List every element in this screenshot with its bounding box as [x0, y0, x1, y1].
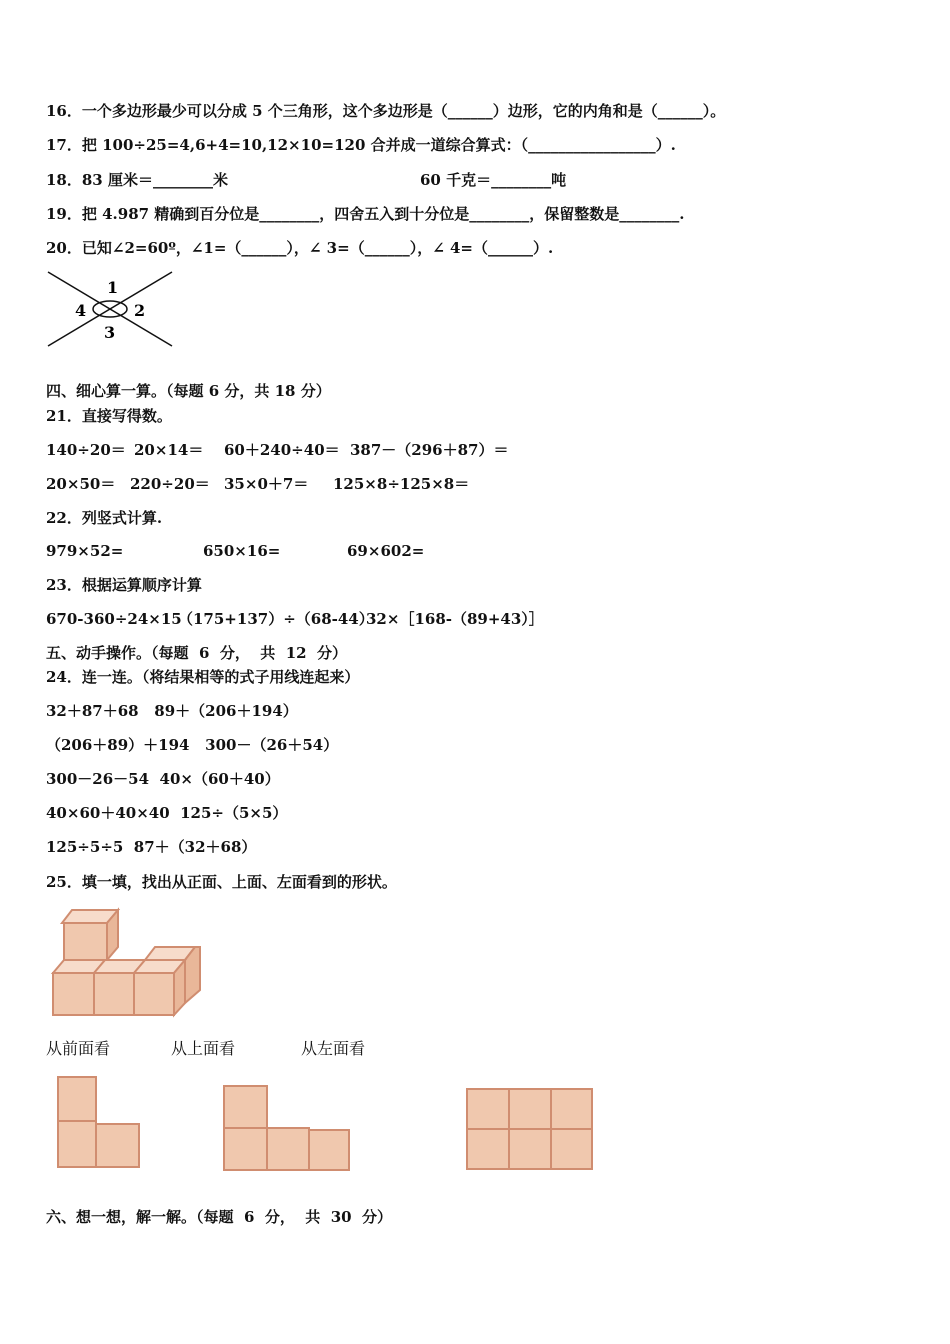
q21-item-4: 387－（296＋87）＝ — [350, 441, 509, 459]
view3-square-1 — [467, 1089, 509, 1129]
cube-front-2 — [94, 973, 134, 1015]
q24-row-5: 125÷5÷5 87＋（32＋68） — [46, 838, 257, 856]
view2-square-bottom-3 — [309, 1130, 349, 1170]
view3-square-2 — [509, 1089, 551, 1129]
q22-item-2: 650×16= — [203, 542, 281, 560]
q21-item-3: 60＋240÷40＝ — [224, 441, 340, 459]
view-shape-2 — [222, 1084, 352, 1172]
question-17: 17．把 100÷25=4,6+4=10,12×10=120 合并成一道综合算式：（_________________）. — [46, 136, 676, 154]
view1-square-top — [58, 1077, 96, 1121]
question-24: 24．连一连。（将结果相等的式子用线连起来） — [46, 668, 360, 686]
q24-row-3: 300－26－54 40×（60＋40） — [46, 770, 280, 788]
q23-item-3: 32×［168-（89+43）］ — [366, 610, 544, 628]
view-label-left: 从左面看 — [301, 1039, 366, 1058]
question-22: 22．列竖式计算. — [46, 509, 163, 527]
view-label-front: 从前面看 — [46, 1039, 111, 1058]
view1-square-bottom-right — [96, 1124, 139, 1167]
angle-label-1: 1 — [107, 278, 119, 297]
q21-item-7: 35×0＋7＝ — [224, 475, 309, 493]
section-6-title: 六、想一想，解一解。（每题 6 分， 共 30 分） — [46, 1208, 393, 1226]
cube-stack-figure — [50, 905, 210, 1020]
question-16: 16．一个多边形最少可以分成 5 个三角形，这个多边形是（______）边形，它的内角和是（______）。 — [46, 102, 726, 120]
question-23: 23．根据运算顺序计算 — [46, 576, 202, 594]
view3-square-4 — [467, 1129, 509, 1169]
section-4-title: 四、细心算一算。（每题 6 分，共 18 分） — [46, 382, 331, 400]
cube-front-upper — [64, 923, 107, 963]
q23-item-1: 670-360÷24×15 — [46, 610, 182, 628]
view-shape-1 — [56, 1075, 142, 1170]
view2-square-top — [224, 1086, 267, 1128]
q23-item-2: （175+137）÷（68-44） — [178, 610, 374, 628]
q21-item-2: 20×14＝ — [134, 441, 204, 459]
q24-row-2: （206＋89）＋194 300－（26＋54） — [46, 736, 339, 754]
q21-item-1: 140÷20＝ — [46, 441, 126, 459]
cube-front-1 — [53, 973, 94, 1015]
view2-square-bottom-1 — [224, 1128, 267, 1170]
angle-figure — [46, 268, 176, 350]
q22-item-1: 979×52= — [46, 542, 124, 560]
q21-item-5: 20×50＝ — [46, 475, 116, 493]
question-21: 21．直接写得数。 — [46, 407, 172, 425]
q24-row-4: 40×60＋40×40 125÷（5×5） — [46, 804, 288, 822]
q24-row-1: 32＋87＋68 89＋（206＋194） — [46, 702, 298, 720]
view-label-top: 从上面看 — [171, 1039, 236, 1058]
q22-item-3: 69×602= — [347, 542, 425, 560]
angle-label-4: 4 — [75, 301, 87, 320]
question-20: 20．已知∠2=60º，∠1=（______），∠ 3=（______），∠ 4=（______）. — [46, 239, 554, 257]
view-shape-3 — [465, 1087, 595, 1171]
cube-front-3 — [134, 973, 174, 1015]
question-18-part-a: 18．83 厘米＝________米 — [46, 171, 228, 189]
q21-item-6: 220÷20＝ — [130, 475, 210, 493]
question-25: 25．填一填，找出从正面、上面、左面看到的形状。 — [46, 873, 397, 891]
view3-square-3 — [551, 1089, 592, 1129]
section-5-title: 五、动手操作。（每题 6 分， 共 12 分） — [46, 644, 348, 662]
question-19: 19．把 4.987 精确到百分位是________，四舍五入到十分位是________，保留整数是________. — [46, 205, 685, 223]
q21-item-8: 125×8÷125×8＝ — [333, 475, 470, 493]
view3-square-6 — [551, 1129, 592, 1169]
angle-label-2: 2 — [134, 301, 146, 320]
view3-square-5 — [509, 1129, 551, 1169]
question-18-part-b: 60 千克＝________吨 — [420, 171, 567, 189]
view1-square-bottom-left — [58, 1121, 96, 1167]
angle-label-3: 3 — [104, 323, 116, 342]
view2-square-bottom-2 — [267, 1128, 309, 1170]
